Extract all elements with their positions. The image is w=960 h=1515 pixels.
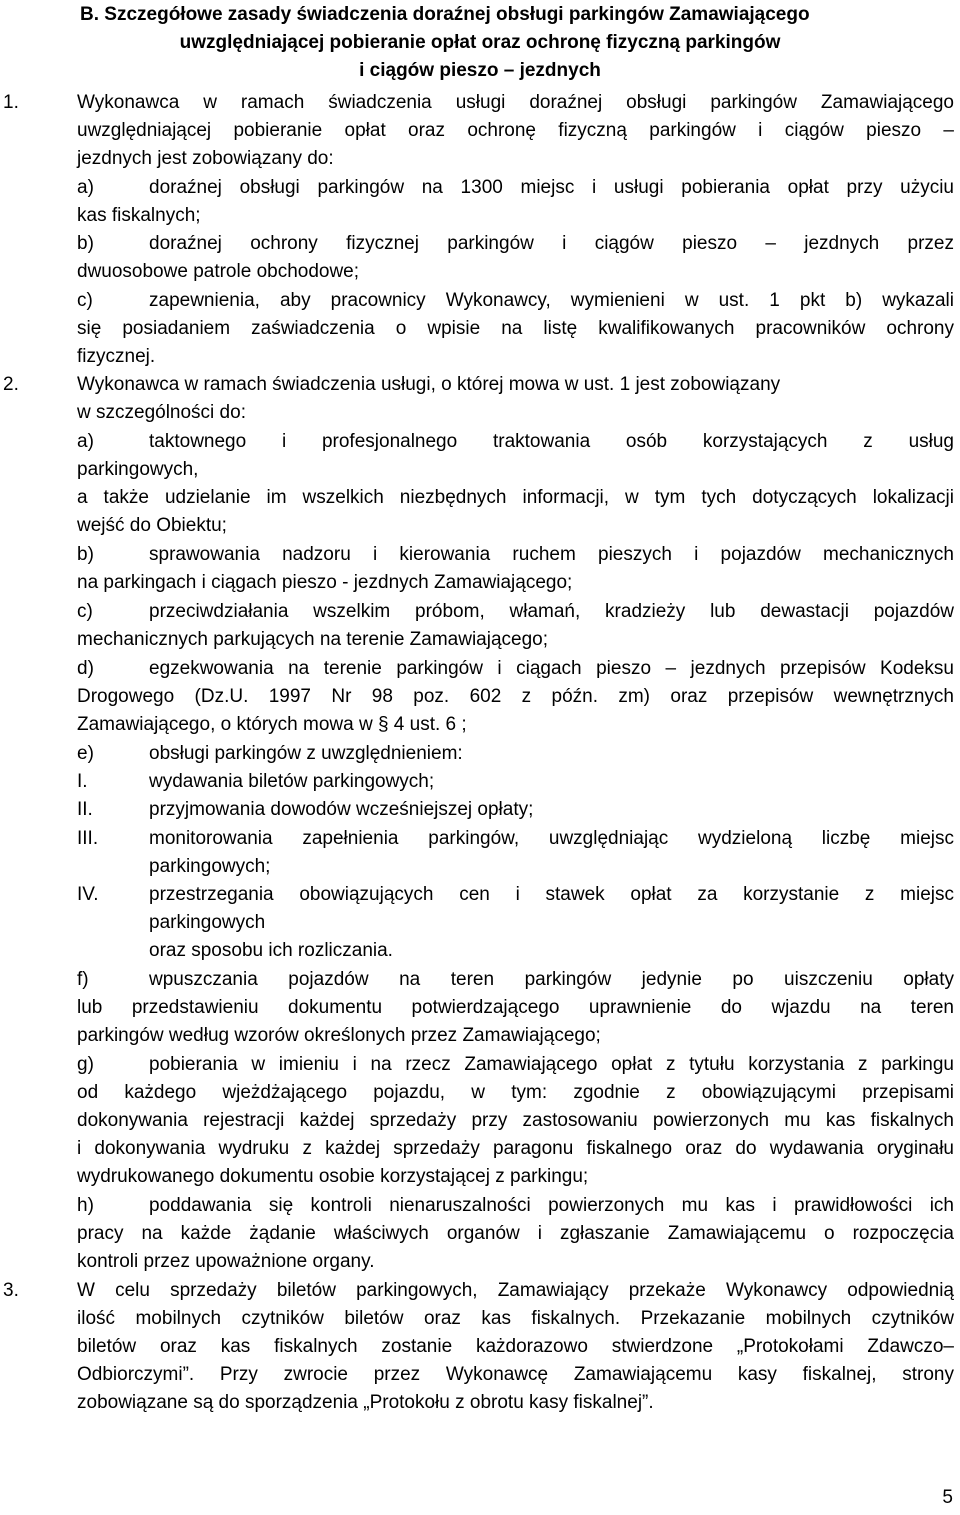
item-2g-line: pobierania w imieniu i na rzecz Zamawiającego opłat z tytułu korzystania z parkingu <box>149 1054 954 1075</box>
item-label: h) <box>77 1195 94 1216</box>
page-number: 5 <box>942 1487 953 1508</box>
paragraph-3-line: zobowiązane są do sporządzenia „Protokołu z obrotu kasy fiskalnej”. <box>77 1392 654 1413</box>
paragraph-3-line: ilość mobilnych czytników biletów oraz kas fiskalnych. Przekazanie mobilnych czytników <box>77 1308 954 1329</box>
paragraph-1-line: Wykonawca w ramach świadczenia usługi doraźnej obsługi parkingów Zamawiającego <box>77 92 954 113</box>
paragraph-1-line: uwzględniającej pobieranie opłat oraz ochronę fizyczną parkingów i ciągów pieszo – <box>77 120 954 141</box>
item-label: b) <box>77 544 94 565</box>
subitem-label: II. <box>77 799 93 820</box>
item-2f-line: parkingów według wzorów określonych przez Zamawiającego; <box>77 1025 601 1046</box>
paragraph-2-number: 2. <box>3 374 19 395</box>
subitem-i-line: wydawania biletów parkingowych; <box>149 771 435 792</box>
paragraph-1-number: 1. <box>3 92 19 113</box>
item-2h-line: pracy na każde żądanie właściwych organów i zgłaszanie Zamawiającemu o rozpoczęcia <box>77 1223 954 1244</box>
item-2f-line: wpuszczania pojazdów na teren parkingów jedynie po uiszczeniu opłaty <box>149 969 954 990</box>
subitem-iv-line: przestrzegania obowiązujących cen i stawek opłat za korzystanie z miejsc <box>149 884 954 905</box>
item-1c-line: się posiadaniem zaświadczenia o wpisie na listę kwalifikowanych pracowników ochrony <box>77 318 954 339</box>
item-label: d) <box>77 658 94 679</box>
item-2e-line: obsługi parkingów z uwzględnieniem: <box>149 743 463 764</box>
item-2a-line: taktownego i profesjonalnego traktowania osób korzystających z usług <box>149 431 954 452</box>
item-1a-line: doraźnej obsługi parkingów na 1300 miejsc i usługi pobierania opłat przy użyciu <box>149 177 954 198</box>
item-label: f) <box>77 969 89 990</box>
subitem-iv-line: parkingowych <box>149 912 266 933</box>
subitem-label: IV. <box>77 884 99 905</box>
item-label: b) <box>77 233 94 254</box>
item-label: a) <box>77 177 94 198</box>
paragraph-3-line: biletów oraz kas fiskalnych zostanie każdorazowo stwierdzone „Protokołami Zdawczo– <box>77 1336 954 1357</box>
item-label: c) <box>77 290 93 311</box>
item-2d-line: Drogowego (Dz.U. 1997 Nr 98 poz. 602 z późn. zm) oraz przepisów wewnętrznych <box>77 686 954 707</box>
paragraph-3-line: W celu sprzedaży biletów parkingowych, Zamawiający przekaże Wykonawcy odpowiednią <box>77 1280 954 1301</box>
item-2h-line: kontroli przez upoważnione organy. <box>77 1251 375 1272</box>
item-label: g) <box>77 1054 94 1075</box>
item-2h-line: poddawania się kontroli nienaruszalności powierzonych mu kas i prawidłowości ich <box>149 1195 954 1216</box>
subitem-label: III. <box>77 828 99 849</box>
subitem-iii-line: monitorowania zapełnienia parkingów, uwzględniając wydzieloną liczbę miejsc <box>149 828 954 849</box>
subitem-label: I. <box>77 771 88 792</box>
subitem-iii-line: parkingowych; <box>149 856 271 877</box>
paragraph-3-number: 3. <box>3 1280 19 1301</box>
section-title-line-1: B. Szczegółowe zasady świadczenia doraźnej obsługi parkingów Zamawiającego <box>80 4 810 25</box>
item-1c-line: zapewnienia, aby pracownicy Wykonawcy, wymienieni w ust. 1 pkt b) wykazali <box>149 290 954 311</box>
item-2g-line: i dokonywania wydruku z każdej sprzedaży paragonu fiskalnego oraz do wydawania oryginału <box>77 1138 954 1159</box>
item-2d-line: egzekwowania na terenie parkingów i ciągach pieszo – jezdnych przepisów Kodeksu <box>149 658 954 679</box>
paragraph-2-line: Wykonawca w ramach świadczenia usługi, o której mowa w ust. 1 jest zobowiązany <box>77 374 781 395</box>
item-2g-line: dokonywania rejestracji każdej sprzedaży przy zastosowaniu powierzonych mu kas fiskalnych <box>77 1110 954 1131</box>
item-1a-line: kas fiskalnych; <box>77 205 201 226</box>
item-2b-line: na parkingach i ciągach pieszo - jezdnych Zamawiającego; <box>77 572 573 593</box>
paragraph-1-line: jezdnych jest zobowiązany do: <box>77 148 334 169</box>
item-2g-line: wydrukowanego dokumentu osobie korzystającej z parkingu; <box>77 1166 589 1187</box>
item-2d-line: Zamawiającego, o których mowa w § 4 ust. 6 ; <box>77 714 467 735</box>
section-title-line-2: uwzględniającej pobieranie opłat oraz ochronę fizyczną parkingów <box>179 32 781 53</box>
item-2c-line: przeciwdziałania wszelkim próbom, włamań, kradzieży lub dewastacji pojazdów <box>149 601 954 622</box>
item-2g-line: od każdego wjeżdżającego pojazdu, w tym: zgodnie z obowiązującymi przepisami <box>77 1082 954 1103</box>
item-2b-line: sprawowania nadzoru i kierowania ruchem pieszych i pojazdów mechanicznych <box>149 544 954 565</box>
paragraph-3-line: Odbiorczymi”. Przy zwrocie przez Wykonawcę Zamawiającemu kasy fiskalnej, strony <box>77 1364 954 1385</box>
item-2a-line: wejść do Obiektu; <box>77 515 227 536</box>
item-label: a) <box>77 431 94 452</box>
item-label: e) <box>77 743 94 764</box>
item-1c-line: fizycznej. <box>77 346 156 367</box>
section-title-line-3: i ciągów pieszo – jezdnych <box>359 60 601 81</box>
item-2a-line: parkingowych, <box>77 459 199 480</box>
item-1b-line: dwuosobowe patrole obchodowe; <box>77 261 360 282</box>
item-2f-line: lub przedstawieniu dokumentu potwierdzającego uprawnienie do wjazdu na teren <box>77 997 954 1018</box>
paragraph-2-line: w szczególności do: <box>77 402 246 423</box>
item-2c-line: mechanicznych parkujących na terenie Zamawiającego; <box>77 629 549 650</box>
item-1b-line: doraźnej ochrony fizycznej parkingów i ciągów pieszo – jezdnych przez <box>149 233 954 254</box>
subitem-iv-line: oraz sposobu ich rozliczania. <box>149 940 393 961</box>
subitem-ii-line: przyjmowania dowodów wcześniejszej opłaty; <box>149 799 534 820</box>
item-label: c) <box>77 601 93 622</box>
item-2a-line: a także udzielanie im wszelkich niezbędnych informacji, w tym tych dotyczących lokalizacji <box>77 487 954 508</box>
